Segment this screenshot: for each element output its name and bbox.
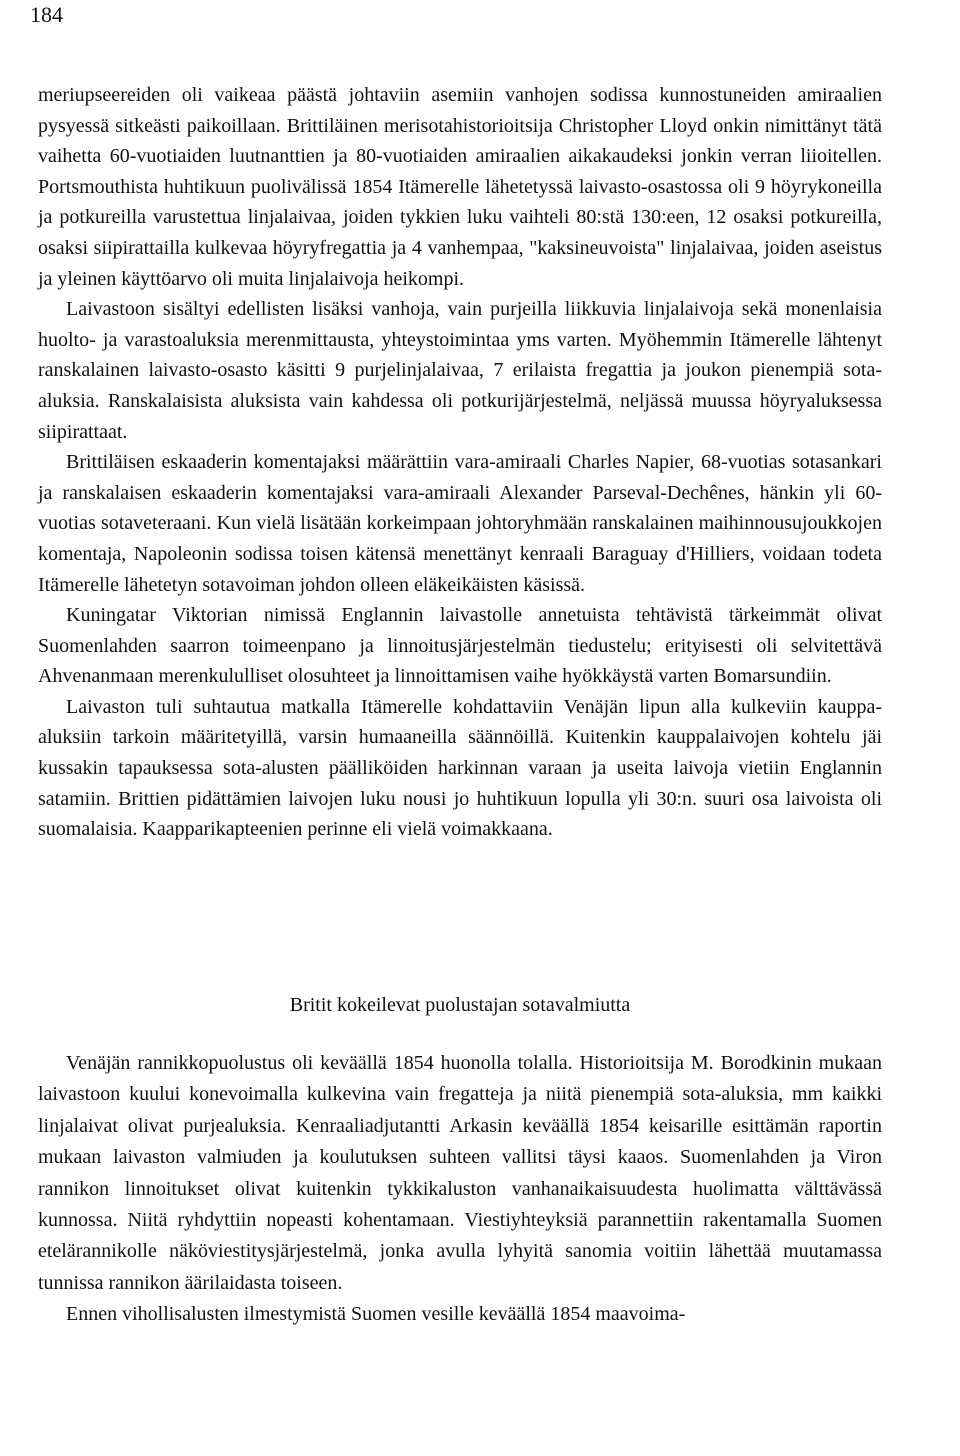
body-text [38,80,882,845]
paragraph: Kuningatar Viktorian nimissä Englannin laivastolle annetuista tehtävistä tärkeimmät olivat Suomenlahden saarron toimeenpano ja linnoitusjärjestelmän tiedustelu; erityisesti oli selvitettävä Ahvenanmaan merenkululliset olosuhteet ja linnoittamisen vaihe hyökkäystä varten Bomarsundiin. [38,604,882,688]
paragraph: Laivastoon sisältyi edellisten lisäksi vanhoja, vain purjeilla liikkuvia linjalaivoja sekä monenlaisia huolto- ja varastoaluksia merenmittausta, yhteystoimintaa yms varten. Myöhemmin Itämerelle lähtenyt ranskalainen laivasto-osasto käsitti 9 purjelinjalaivaa, 7 erilaista fregattia ja joukon pienempiä sota-aluksia. Ranskalaisista aluksista vain kahdessa oli potkurijärjestelmä, neljässä muussa höyryaluksessa siipirattaat. [38,298,882,443]
page-number: 184 [30,2,63,27]
paragraph: Ennen vihollisalusten ilmestymistä Suomen vesille keväällä 1854 maavoima- [66,1303,686,1326]
section-body-text [38,1048,882,1331]
paragraph: Venäjän rannikkopuolustus oli keväällä 1854 huonolla tolalla. Historioitsija M. Borodkinin mukaan laivastoon kuului konevoimalla kulkevina vain fregatteja ja niitä pienempiä sota-aluksia, mm kaikki linjalaivat olivat purjealuksia. Kenraaliadjutantti Arkasin keväällä 1854 keisarille esittämän raportin mukaan laivaston valmiuden ja koulutuksen suhteen vallitsi täysi kaaos. Suomenlahden ja Viron rannikon linnoitukset olivat kuitenkin tykkikaluston vanhanaikaisuudesta huolimatta välttävässä kunnossa. Niitä ryhdyttiin nopeasti kohentamaan. Viestiyhteyksiä parannettiin rakentamalla Suomen etelärannikolle näköviestitysjärjestelmä, jonka avulla lyhyitä sanomia voitiin lähettää muutamassa tunnissa rannikon äärilaidasta toiseen. [38,1052,882,1294]
paragraph: Laivaston tuli suhtautua matkalla Itämerelle kohdattaviin Venäjän lipun alla kulkeviin kauppa-aluksiin tarkoin määritetyillä, varsin humaaneilla säännöillä. Kuitenkin kauppalaivojen kohtelu jäi kussakin tapauksessa sota-alusten päälliköiden harkinnan varaan ja useita laivoja vietiin Englannin satamiin. Brittien pidättämien laivojen luku nousi jo huhtikuun lopulla yli 30:n. suuri osa laivoista oli suomalaisia. Kaapparikapteenien perinne eli vielä voimakkaana. [38,695,882,841]
paragraph: meriupseereiden oli vaikeaa päästä johtaviin asemiin vanhojen sodissa kunnostuneiden amiraalien pysyessä sitkeästi paikoillaan. Brittiläinen merisotahistorioitsija Christopher Lloyd onkin nimittänyt tätä vaihetta 60-vuotiaiden luutnanttien ja 80-vuotiaiden amiraalien aikakaudeksi jonkin verran liioitellen. Portsmouthista huhtikuun puolivälissä 1854 Itämerelle lähetetyssä laivasto-osastossa oli 9 höyrykoneilla ja potkureilla varustettua linjalaivaa, joiden tykkien luku vaihteli 80:stä 130:een, 12 osaksi potkureilla, osaksi siipirattailla kulkevaa höyryfregattia ja 4 vanhempaa, "kaksineuvoista" linjalaivaa, joiden aseistus ja yleinen käyttöarvo oli muita linjalaivoja heikompi. [38,84,882,290]
section-heading: Britit kokeilevat puolustajan sotavalmiutta [289,994,631,1016]
paragraph: Brittiläisen eskaaderin komentajaksi määrättiin vara-amiraali Charles Napier, 68-vuotias sotasankari ja ranskalaisen eskaaderin komentajaksi vara-amiraali Alexander Parseval-Dechênes, hänkin yli 60-vuotias sotaveteraani. Kun vielä lisätään korkeimpaan johtoryhmään ranskalainen maihinnousujoukkojen komentaja, Napoleonin sodissa toisen kätensä menettänyt kenraali Baraguay d'Hilliers, voidaan todeta Itämerelle lähetetyn sotavoiman johdon olleen eläkeikäisten käsissä. [38,451,882,596]
